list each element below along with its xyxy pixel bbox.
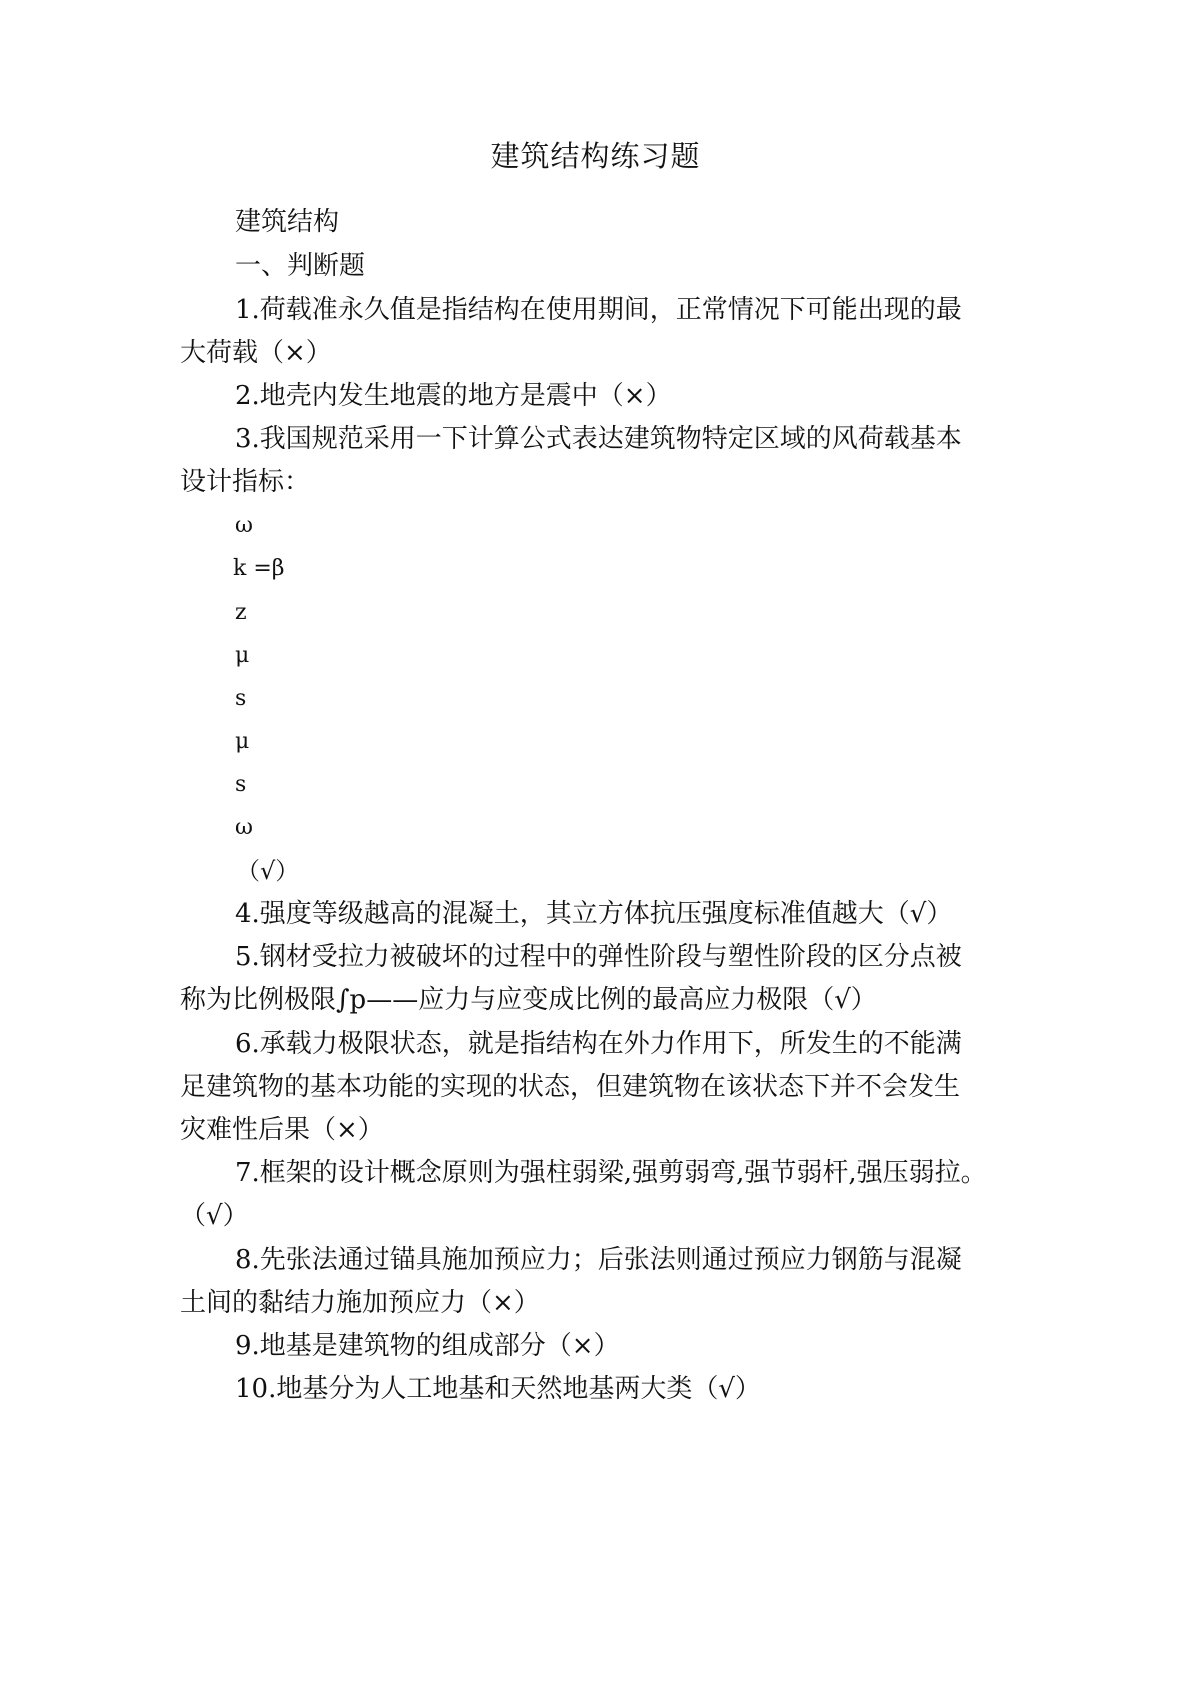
- question-2: 2.地壳内发生地震的地方是震中（×）: [235, 381, 672, 411]
- section-heading: 一、判断题: [235, 251, 366, 281]
- question-1-line-2: 大荷载（×）: [180, 338, 332, 368]
- question-4: 4.强度等级越高的混凝土，其立方体抗压强度标准值越大（√）: [235, 899, 953, 929]
- question-5-line-1: 5.钢材受拉力被破坏的过程中的弹性阶段与塑性阶段的区分点被: [235, 942, 962, 972]
- formula-z: z: [235, 600, 247, 625]
- formula-k-beta: k =β: [233, 556, 285, 581]
- question-6-line-3: 灾难性后果（×）: [180, 1115, 384, 1145]
- formula-s-1: s: [235, 686, 247, 711]
- question-9: 9.地基是建筑物的组成部分（×）: [235, 1331, 620, 1361]
- formula-s-2: s: [235, 772, 247, 797]
- question-6-line-2: 足建筑物的基本功能的实现的状态，但建筑物在该状态下并不会发生: [180, 1072, 961, 1102]
- document-title: 建筑结构练习题: [490, 139, 701, 173]
- question-7-line-2: （√）: [180, 1201, 249, 1231]
- question-6-line-1: 6.承载力极限状态，就是指结构在外力作用下，所发生的不能满: [235, 1029, 962, 1059]
- question-3-answer: （√）: [236, 857, 300, 885]
- question-7-line-1: 7.框架的设计概念原则为强柱弱梁,强剪弱弯,强节弱杆,强压弱拉。: [235, 1158, 987, 1188]
- subject-heading: 建筑结构: [235, 207, 340, 237]
- formula-omega-2: ω: [235, 815, 253, 840]
- formula-mu-1: μ: [235, 643, 250, 668]
- question-5-line-2: 称为比例极限∫p——应力与应变成比例的最高应力极限（√）: [180, 985, 877, 1015]
- question-3-line-2: 设计指标：: [180, 467, 311, 497]
- question-8-line-1: 8.先张法通过锚具施加预应力；后张法则通过预应力钢筋与混凝: [235, 1245, 962, 1275]
- question-10: 10.地基分为人工地基和天然地基两大类（√）: [235, 1374, 761, 1404]
- question-1-line-1: 1.荷载准永久值是指结构在使用期间，正常情况下可能出现的最: [235, 295, 962, 325]
- question-8-line-2: 土间的黏结力施加预应力（×）: [180, 1288, 540, 1318]
- formula-mu-2: μ: [235, 729, 250, 754]
- formula-omega: ω: [235, 513, 253, 538]
- question-3-line-1: 3.我国规范采用一下计算公式表达建筑物特定区域的风荷载基本: [235, 424, 962, 454]
